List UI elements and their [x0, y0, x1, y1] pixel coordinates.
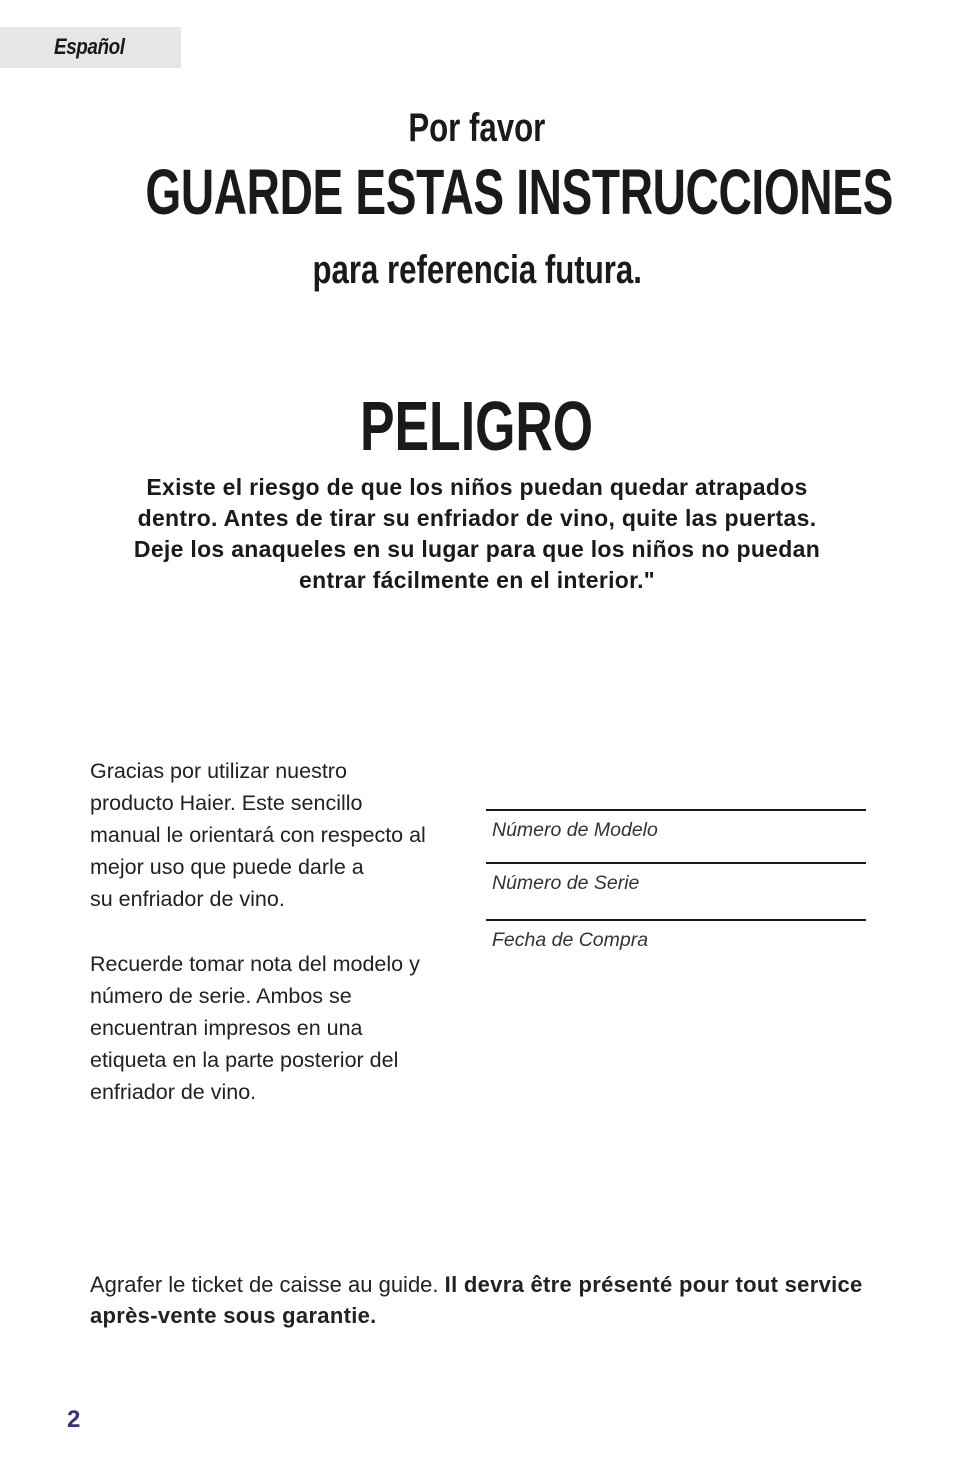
intro-line: manual le orientará con respecto al [90, 823, 426, 847]
purchase-date-field[interactable] [486, 919, 866, 976]
warning-line: entrar fácilmente en el interior." [299, 567, 655, 593]
intro-line: su enfriador de vino. [90, 887, 285, 911]
field-label: Número de Serie [492, 872, 640, 894]
intro-line: mejor uso que puede darle a [90, 855, 364, 879]
receipt-note-text: Agrafer le ticket de caisse au guide. [90, 1272, 445, 1297]
field-label: Número de Modelo [492, 819, 658, 841]
model-number-field[interactable] [486, 809, 866, 866]
intro-line: etiqueta en la parte posterior del [90, 1048, 399, 1072]
warning-line: Existe el riesgo de que los niños puedan quedar atrapados [146, 474, 808, 500]
intro-line: encuentran impresos en una [90, 1016, 363, 1040]
intro-paragraph-reminder [90, 948, 460, 1108]
field-label: Fecha de Compra [492, 929, 649, 951]
language-tab [0, 27, 181, 68]
warning-line: Deje los anaqueles en su lugar para que los niños no puedan [133, 536, 821, 562]
receipt-note [90, 1269, 870, 1331]
title-line-1: Por favor [408, 106, 546, 150]
danger-heading: PELIGRO [360, 387, 594, 465]
intro-line: Recuerde tomar nota del modelo y [90, 952, 420, 976]
serial-number-field[interactable] [486, 862, 866, 919]
intro-line: producto Haier. Este sencillo [90, 791, 363, 815]
title-line-2: GUARDE ESTAS INSTRUCCIONES [145, 156, 893, 228]
intro-paragraph-thanks [90, 755, 460, 915]
danger-warning-text [80, 472, 874, 596]
title-line-3: para referencia futura. [312, 248, 642, 292]
intro-line: Gracias por utilizar nuestro [90, 759, 347, 783]
receipt-note-bold: Il devra être présenté pour tout service après-vente sous garantie. [90, 1272, 863, 1328]
page-number: 2 [67, 1406, 81, 1433]
intro-line: número de serie. Ambos se [90, 984, 352, 1008]
language-label: Español [54, 34, 125, 59]
intro-line: enfriador de vino. [90, 1080, 257, 1104]
warning-line: dentro. Antes de tirar su enfriador de vino, quite las puertas. [137, 505, 817, 531]
